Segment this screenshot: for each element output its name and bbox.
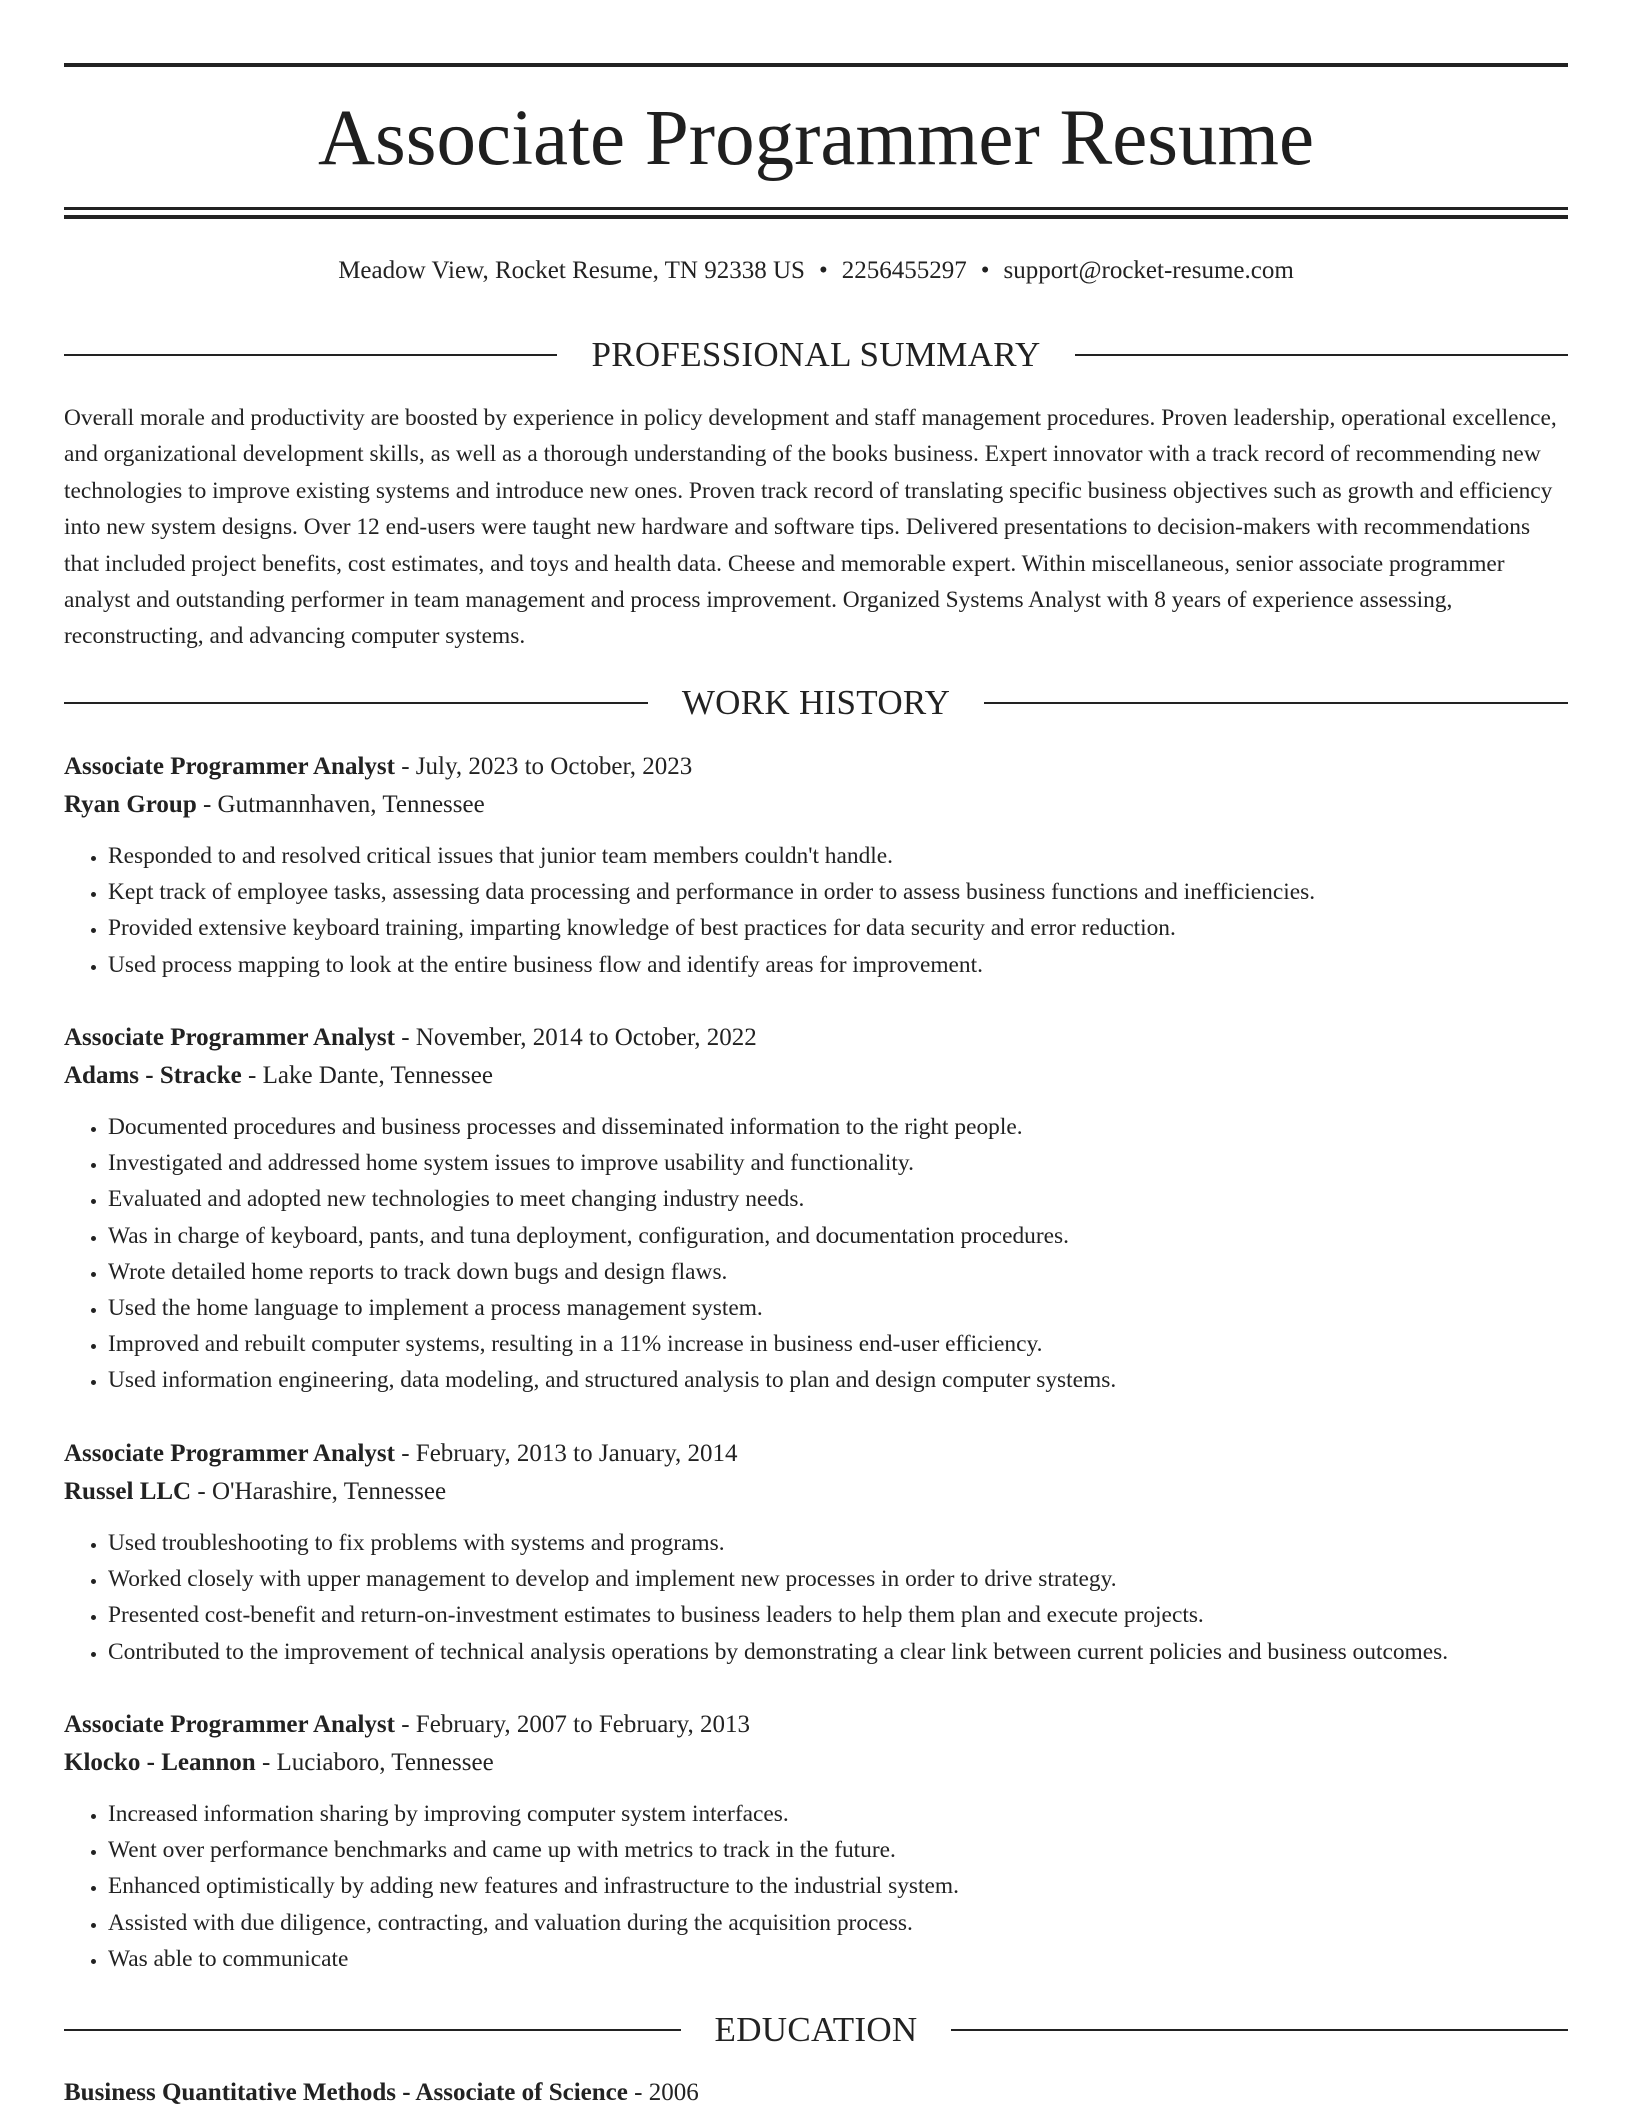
- contact-line: [64, 254, 1568, 288]
- list-item: • Improved and rebuilt computer systems, resulting in a 11% increase in business end-user efficiency.: [108, 1326, 1568, 1362]
- list-item: • Wrote detailed home reports to track down bugs and design flaws.: [108, 1254, 1568, 1290]
- job-dates: - February, 2013 to January, 2014: [394, 1440, 738, 1467]
- list-item: • Worked closely with upper management to develop and implement new processes in order to drive strategy.: [108, 1561, 1568, 1597]
- job-entry: [64, 1019, 1568, 1399]
- list-item: • Used troubleshooting to fix problems with systems and programs.: [108, 1525, 1568, 1561]
- section-title: WORK HISTORY: [681, 683, 951, 722]
- section-rule: [951, 2029, 1568, 2031]
- job-location: - Lake Dante, Tennessee: [241, 1062, 493, 1089]
- list-item: • Kept track of employee tasks, assessing data processing and performance in order to assess business functions and inefficiencies.: [108, 874, 1568, 910]
- job-company: Ryan Group: [64, 791, 197, 818]
- job-title-line: [64, 748, 1568, 786]
- job-title-line: [64, 1706, 1568, 1744]
- contact-separator: •: [980, 257, 990, 284]
- section-rule: [1075, 354, 1568, 356]
- job-bullets: [64, 838, 1568, 983]
- job-company: Adams - Stracke: [64, 1062, 242, 1089]
- title-underline-second: [64, 215, 1568, 219]
- job-bullets: [64, 1109, 1568, 1399]
- contact-email: support@rocket-resume.com: [1003, 257, 1294, 284]
- section-header-summary: [64, 335, 1568, 375]
- job-entry: [64, 748, 1568, 983]
- education-entry: [64, 2074, 1568, 2112]
- section-rule: [64, 2029, 681, 2031]
- section-title: EDUCATION: [714, 2010, 918, 2049]
- top-rule: [64, 63, 1568, 67]
- list-item: • Provided extensive keyboard training, imparting knowledge of best practices for data security and error reduction.: [108, 910, 1568, 946]
- list-item: • Documented procedures and business processes and disseminated information to the right people.: [108, 1109, 1568, 1145]
- list-item: • Investigated and addressed home system issues to improve usability and functionality.: [108, 1145, 1568, 1181]
- job-bullets: [64, 1796, 1568, 1977]
- section-header-work: [64, 683, 1568, 723]
- list-item: • Responded to and resolved critical issues that junior team members couldn't handle.: [108, 838, 1568, 874]
- education-year: - 2006: [627, 2079, 699, 2106]
- job-company-line: [64, 1744, 1568, 1782]
- job-bullets: [64, 1525, 1568, 1670]
- list-item: • Was in charge of keyboard, pants, and tuna deployment, configuration, and documentation procedures.: [108, 1218, 1568, 1254]
- job-title-line: [64, 1019, 1568, 1057]
- list-item: • Was able to communicate: [108, 1941, 1568, 1977]
- contact-address: Meadow View, Rocket Resume, TN 92338 US: [338, 257, 805, 284]
- list-item: • Presented cost-benefit and return-on-investment estimates to business leaders to help them plan and execute projects.: [108, 1597, 1568, 1633]
- summary-paragraph: Overall morale and productivity are boosted by experience in policy development and staff management procedures. Proven leadership, operational excellence, and organizational development skills, as well as a thorough understanding of the books business. Expert innovator with a track record of recommending new technologies to improve existing systems and introduce new ones. Proven track record of translating specific business objectives such as growth and efficiency into new system designs. Over 12 end-users were taught new hardware and software tips. Delivered presentations to decision-makers with recommendations that included project benefits, cost estimates, and toys and health data. Cheese and memorable expert. Within miscellaneous, senior associate programmer analyst and outstanding performer in team management and process improvement. Organized Systems Analyst with 8 years of experience assessing, reconstructing, and advancing computer systems.: [64, 405, 1557, 650]
- contact-separator: •: [818, 257, 828, 284]
- list-item: • Contributed to the improvement of technical analysis operations by demonstrating a clear link between current policies and business outcomes.: [108, 1634, 1568, 1670]
- list-item: • Went over performance benchmarks and came up with metrics to track in the future.: [108, 1832, 1568, 1868]
- job-title-line: [64, 1435, 1568, 1473]
- list-item: • Used information engineering, data modeling, and structured analysis to plan and design computer systems.: [108, 1362, 1568, 1398]
- section-rule: [64, 702, 648, 704]
- job-company-line: [64, 1473, 1568, 1511]
- job-role: Associate Programmer Analyst: [64, 1440, 395, 1467]
- page-title: Associate Programmer Resume: [317, 95, 1315, 182]
- list-item: • Evaluated and adopted new technologies to meet changing industry needs.: [108, 1181, 1568, 1217]
- job-location: - Luciaboro, Tennessee: [255, 1749, 494, 1776]
- section-rule: [64, 354, 557, 356]
- job-location: - Gutmannhaven, Tennessee: [196, 791, 485, 818]
- list-item: • Used process mapping to look at the entire business flow and identify areas for improvement.: [108, 947, 1568, 983]
- education-degree: Business Quantitative Methods - Associate of Science: [64, 2079, 628, 2106]
- section-title: PROFESSIONAL SUMMARY: [591, 335, 1041, 374]
- job-company-line: [64, 786, 1568, 824]
- list-item: • Used the home language to implement a process management system.: [108, 1290, 1568, 1326]
- list-item: • Increased information sharing by improving computer system interfaces.: [108, 1796, 1568, 1832]
- job-role: Associate Programmer Analyst: [64, 753, 395, 780]
- job-role: Associate Programmer Analyst: [64, 1024, 395, 1051]
- job-entry: [64, 1706, 1568, 1977]
- contact-phone: 2256455297: [841, 257, 967, 284]
- section-header-education: [64, 2010, 1568, 2050]
- job-company: Klocko - Leannon: [64, 1749, 256, 1776]
- title-underline: [64, 207, 1568, 210]
- job-entry: [64, 1435, 1568, 1670]
- list-item: • Enhanced optimistically by adding new features and infrastructure to the industrial system.: [108, 1868, 1568, 1904]
- list-item: • Assisted with due diligence, contracting, and valuation during the acquisition process.: [108, 1905, 1568, 1941]
- job-dates: - July, 2023 to October, 2023: [394, 753, 693, 780]
- job-company: Russel LLC: [64, 1478, 192, 1505]
- section-rule: [984, 702, 1568, 704]
- job-dates: - February, 2007 to February, 2013: [394, 1711, 750, 1738]
- job-location: - O'Harashire, Tennessee: [191, 1478, 447, 1505]
- job-role: Associate Programmer Analyst: [64, 1711, 395, 1738]
- job-company-line: [64, 1057, 1568, 1095]
- job-dates: - November, 2014 to October, 2022: [394, 1024, 757, 1051]
